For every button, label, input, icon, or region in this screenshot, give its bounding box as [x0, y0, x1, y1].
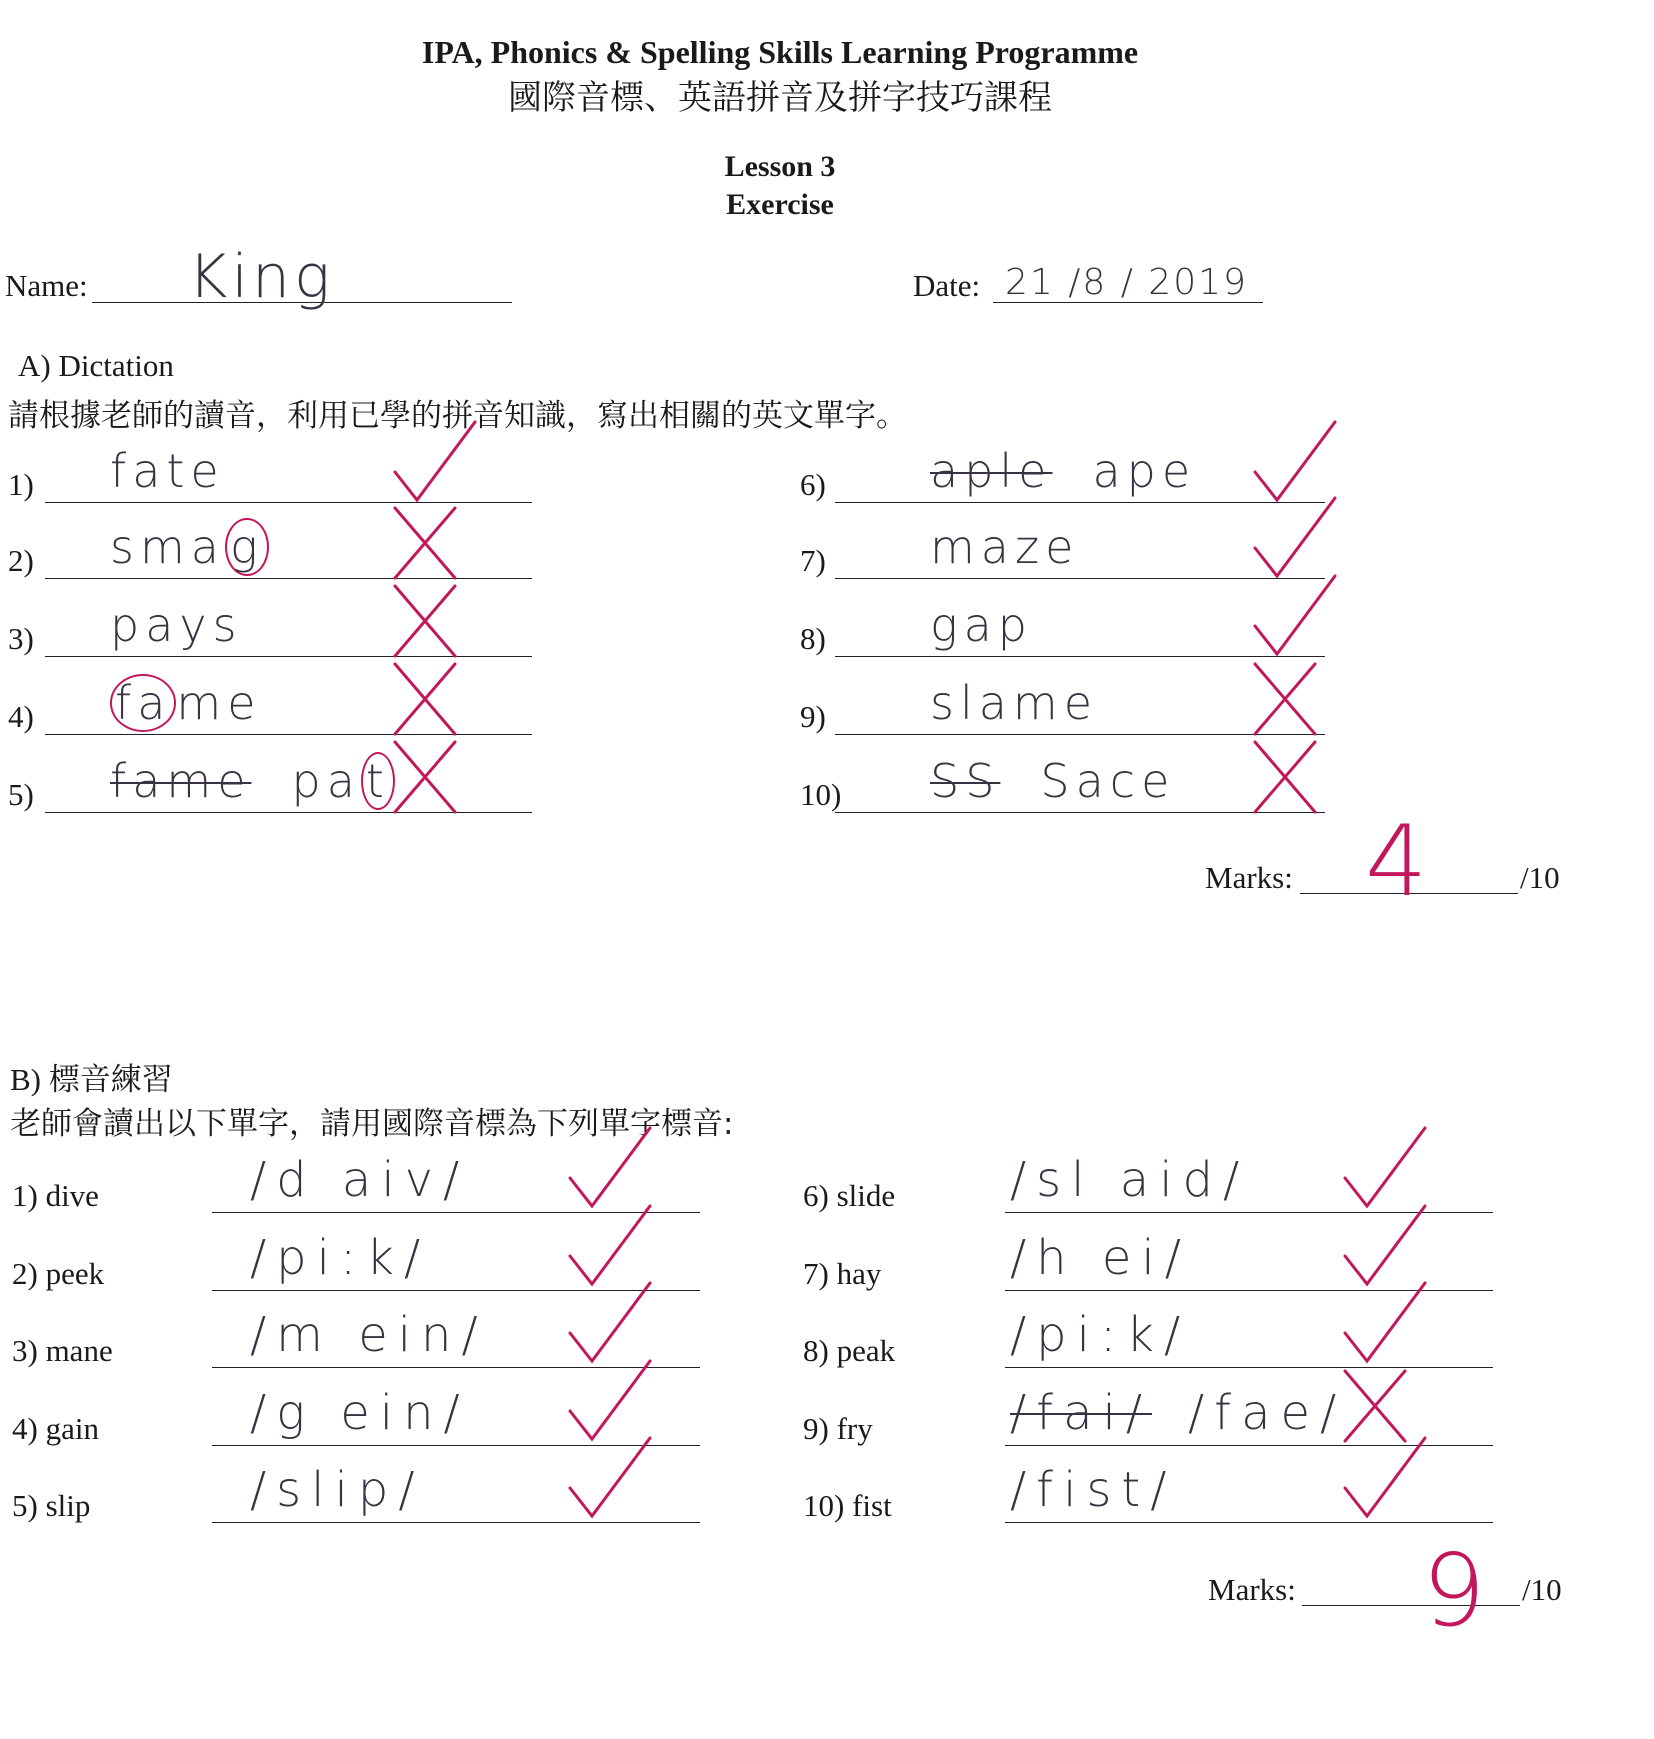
answer-text: /fist/ [1010, 1462, 1177, 1518]
ipa-answer [250, 1307, 488, 1363]
crossed-out-attempt: aple [930, 444, 1053, 498]
answer-text: Sace [1040, 754, 1176, 808]
dictation-number: 3) [8, 621, 34, 656]
dictation-answer-line [835, 502, 1325, 503]
dictation-tick-mark-7 [1255, 498, 1335, 576]
ipa-word-label: 5) slip [12, 1488, 91, 1523]
crossed-out-attempt: /fai/ [1010, 1385, 1152, 1441]
dictation-cross-mark-2 [395, 508, 455, 578]
section-a-marks-label: Marks: [1205, 860, 1293, 895]
dictation-answer-line [45, 578, 532, 579]
answer-text: /m ein/ [250, 1307, 488, 1363]
dictation-cross-mark-4 [395, 664, 455, 734]
section-b-instruction: 老師會讀出以下單字，請用國際音標為下列單字標音: [10, 1106, 734, 1142]
dictation-number: 8) [800, 621, 826, 656]
section-b-marks-total: /10 [1522, 1572, 1562, 1607]
ipa-tick-mark-8 [1345, 1283, 1425, 1361]
ipa-word-label: 6) slide [803, 1178, 896, 1213]
ipa-answer-line [212, 1367, 700, 1368]
ipa-answer [1010, 1462, 1176, 1518]
ipa-answer [1010, 1152, 1249, 1208]
dictation-answer-line [45, 502, 532, 503]
ipa-word-label: 8) peak [803, 1333, 896, 1368]
answer-text: pa [291, 754, 361, 808]
ipa-tick-mark-5 [570, 1438, 650, 1516]
dictation-answer [110, 598, 243, 652]
answer-text: sma [110, 520, 225, 574]
answer-text: /h ei/ [1010, 1230, 1191, 1286]
section-b-marks-label: Marks: [1208, 1572, 1296, 1607]
ipa-answer-line [212, 1212, 700, 1213]
ipa-word-label: 7) hay [803, 1256, 882, 1291]
circled-error: t [361, 752, 395, 810]
answer-text: /pi:k/ [250, 1230, 431, 1286]
ipa-word-label: 1) dive [12, 1178, 99, 1213]
dictation-number: 7) [800, 543, 826, 578]
dictation-answer [930, 444, 1196, 498]
ipa-answer [250, 1152, 469, 1208]
ipa-tick-mark-4 [570, 1361, 650, 1439]
dictation-answer [110, 520, 269, 574]
dictation-answer [110, 444, 225, 498]
date-label: Date: [913, 268, 981, 303]
ipa-tick-mark-10 [1345, 1438, 1425, 1516]
dictation-number: 4) [8, 699, 34, 734]
dictation-answer [110, 676, 262, 730]
name-label: Name: [5, 268, 88, 303]
answer-text: /d aiv/ [250, 1152, 470, 1208]
dictation-answer [930, 520, 1079, 574]
dictation-number: 2) [8, 543, 34, 578]
answer-text: /fae/ [1188, 1385, 1347, 1441]
dictation-answer-line [835, 812, 1325, 813]
ipa-tick-mark-7 [1345, 1206, 1425, 1284]
answer-text: ape [1092, 444, 1197, 498]
dictation-number: 6) [800, 467, 826, 502]
answer-text: fate [110, 444, 225, 498]
ipa-answer-line [212, 1445, 700, 1446]
ipa-answer-line [1005, 1367, 1493, 1368]
date-value: 21 /8 / 2019 [1005, 262, 1248, 303]
dictation-cross-mark-10 [1255, 742, 1315, 812]
ipa-answer [250, 1385, 470, 1441]
ipa-answer [1010, 1230, 1191, 1286]
ipa-word-label: 3) mane [12, 1333, 113, 1368]
ipa-answer-line [212, 1290, 700, 1291]
dictation-number: 1) [8, 467, 34, 502]
ipa-word-label: 10) fist [803, 1488, 892, 1523]
dictation-answer-line [835, 656, 1325, 657]
answer-text: slame [930, 676, 1099, 730]
section-b-score: 9 [1422, 1532, 1486, 1649]
answer-text: gap [930, 598, 1033, 652]
section-a-marks-total: /10 [1520, 860, 1560, 895]
dictation-tick-mark-8 [1255, 576, 1335, 654]
dictation-answer-line [835, 578, 1325, 579]
ipa-answer [250, 1462, 425, 1518]
ipa-answer-line [212, 1522, 700, 1523]
ipa-tick-mark-3 [570, 1283, 650, 1361]
dictation-answer [930, 676, 1098, 730]
dictation-answer-line [45, 734, 532, 735]
answer-text: maze [930, 520, 1080, 574]
dictation-cross-mark-5 [395, 742, 455, 812]
section-a-heading: A) Dictation [18, 348, 174, 383]
ipa-answer-line [1005, 1212, 1493, 1213]
answer-text: me [176, 676, 262, 730]
ipa-tick-mark-6 [1345, 1128, 1425, 1206]
crossed-out-attempt: SS [930, 754, 1001, 808]
dictation-answer [930, 598, 1033, 652]
ipa-answer-line [1005, 1522, 1493, 1523]
ipa-answer [1010, 1307, 1190, 1363]
ipa-tick-mark-2 [570, 1206, 650, 1284]
dictation-answer-line [45, 656, 532, 657]
dictation-answer-line [45, 812, 532, 813]
answer-text: /sl aid/ [1010, 1152, 1250, 1208]
dictation-answer [930, 754, 1175, 808]
lesson-number: Lesson 3 [724, 150, 836, 183]
dictation-tick-mark-6 [1255, 422, 1335, 500]
ipa-cross-mark-9 [1345, 1371, 1405, 1441]
ipa-answer-line [1005, 1445, 1493, 1446]
section-a-instruction: 請根據老師的讀音，利用已學的拼音知識，寫出相關的英文單字。 [8, 398, 907, 434]
dictation-answer [110, 754, 395, 808]
ipa-answer-line [1005, 1290, 1493, 1291]
answer-text: /pi:k/ [1010, 1307, 1191, 1363]
programme-title: IPA, Phonics & Spelling Skills Learning Programme [421, 34, 1139, 70]
programme-title-zh: 國際音標、英語拼音及拼字技巧課程 [508, 78, 1052, 118]
student-name: King [188, 242, 335, 312]
ipa-word-label: 9) fry [803, 1411, 873, 1446]
ipa-word-label: 2) peek [12, 1256, 105, 1291]
answer-text: /g ein/ [250, 1385, 470, 1441]
dictation-answer-line [835, 734, 1325, 735]
section-b-heading: B) 標音練習 [10, 1062, 173, 1097]
dictation-number: 9) [800, 699, 826, 734]
dictation-number: 5) [8, 777, 34, 812]
dictation-cross-mark-3 [395, 586, 455, 656]
dictation-cross-mark-9 [1255, 664, 1315, 734]
ipa-word-label: 4) gain [12, 1411, 99, 1446]
answer-text: pays [110, 598, 243, 652]
circled-error: fa [110, 674, 176, 732]
ipa-answer [1010, 1385, 1346, 1441]
ipa-answer [250, 1230, 430, 1286]
exercise-title: Exercise [726, 188, 834, 221]
dictation-number: 10) [800, 777, 842, 812]
answer-text: /slip/ [250, 1462, 425, 1518]
section-b-marks-line [1302, 1605, 1520, 1606]
crossed-out-attempt: fame [110, 754, 252, 808]
section-a-score: 4 [1365, 805, 1428, 919]
circled-error: g [225, 518, 269, 576]
